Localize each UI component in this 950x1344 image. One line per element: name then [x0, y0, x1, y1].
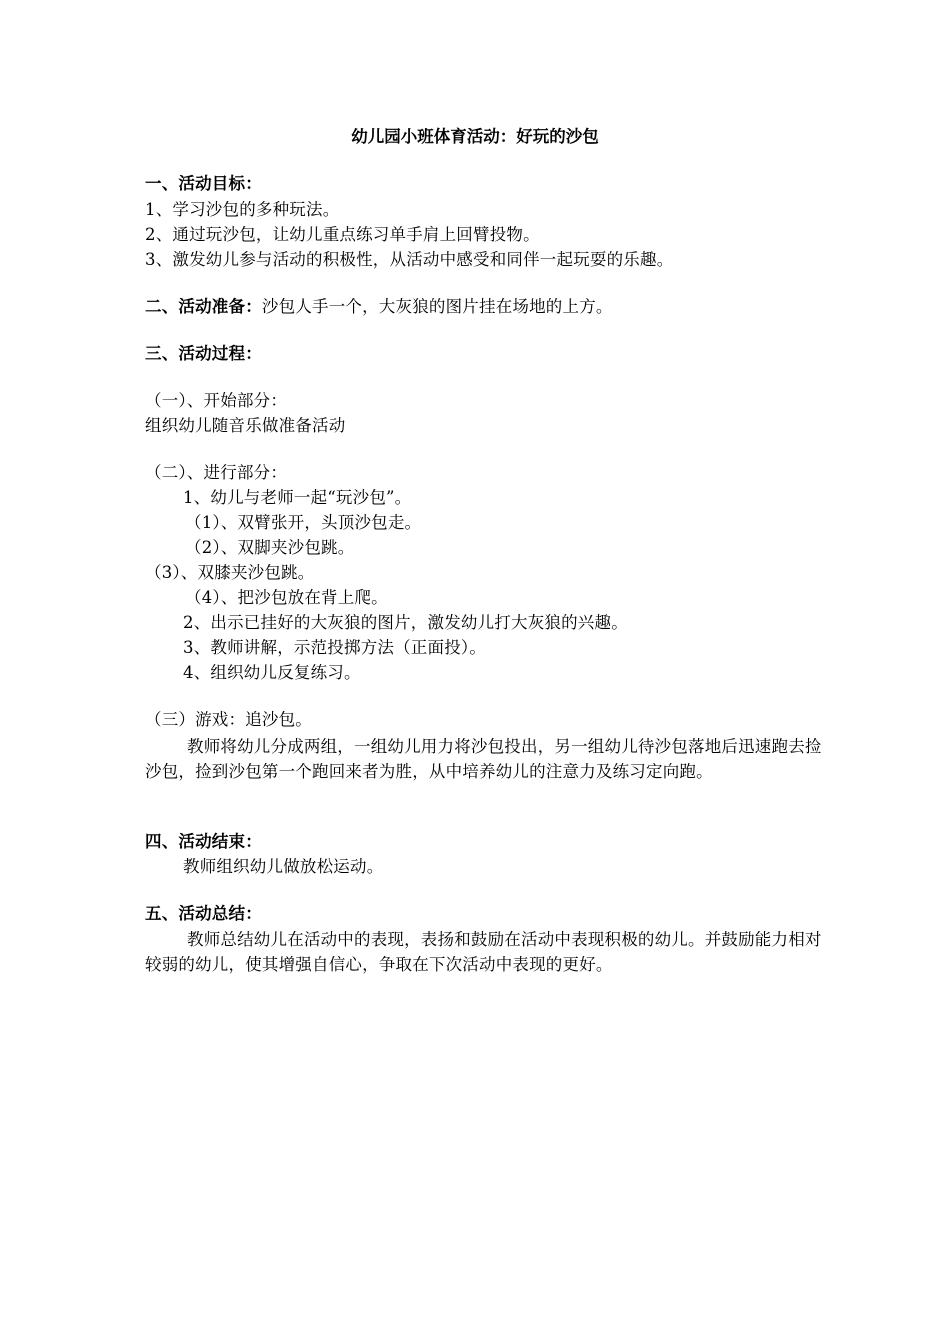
section1-heading: 一、活动目标： [145, 174, 262, 193]
part1-heading: （一）、开始部分： [145, 391, 288, 410]
goal-item-2: 2、通过玩沙包，让幼儿重点练习单手肩上回臂投物。 [145, 225, 540, 244]
part2-step4: 4、组织幼儿反复练习。 [183, 663, 361, 682]
part2-sub1: （1）、双臂张开，头顶沙包走。 [185, 513, 422, 532]
part2-sub4: （4）、把沙包放在背上爬。 [185, 588, 388, 607]
section2-text: 沙包人手一个，大灰狼的图片挂在场地的上方。 [261, 297, 613, 316]
part2-sub3: （3）、双膝夹沙包跳。 [145, 563, 315, 582]
section4-heading: 四、活动结束： [145, 832, 262, 851]
part2-step2: 2、出示已挂好的大灰狼的图片，激发幼儿打大灰狼的兴趣。 [183, 613, 628, 632]
part2-step1: 1、幼儿与老师一起“玩沙包”。 [183, 488, 412, 507]
part3-text: 教师将幼儿分成两组，一组幼儿用力将沙包投出，另一组幼儿待沙包落地后迅速跑去捡沙包，捡到沙包第一个跑回来者为胜，从中培养幼儿的注意力及练习定向跑。 [145, 737, 822, 781]
document-title: 幼儿园小班体育活动：好玩的沙包 [351, 127, 599, 146]
section3-heading: 三、活动过程： [145, 344, 262, 363]
part2-sub2: （2）、双脚夹沙包跳。 [185, 538, 355, 557]
goal-item-1: 1、学习沙包的多种玩法。 [145, 200, 340, 219]
goal-item-3: 3、激发幼儿参与活动的积极性，从活动中感受和同伴一起玩耍的乐趣。 [145, 250, 674, 269]
part2-heading: （二）、进行部分： [145, 463, 288, 482]
section2-heading: 二、活动准备： [145, 297, 262, 316]
part2-step3: 3、教师讲解，示范投掷方法（正面投）。 [183, 638, 487, 657]
section5-text: 教师总结幼儿在活动中的表现，表扬和鼓励在活动中表现积极的幼儿。并鼓励能力相对较弱的幼儿，使其增强自信心，争取在下次活动中表现的更好。 [145, 930, 822, 974]
section4-text: 教师组织幼儿做放松运动。 [183, 857, 384, 876]
part1-text: 组织幼儿随音乐做准备活动 [145, 416, 346, 435]
section5-heading: 五、活动总结： [145, 904, 262, 923]
part3-heading: （三）游戏：追沙包。 [145, 710, 312, 729]
section2-line [145, 295, 613, 319]
